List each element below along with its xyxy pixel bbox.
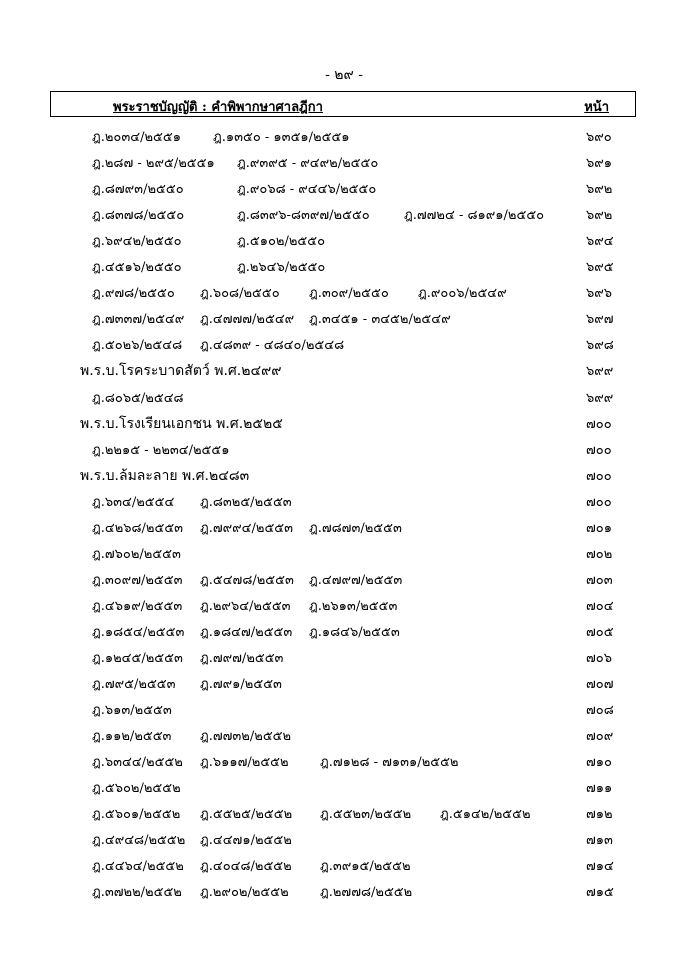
page-ref: ๖๙๒ xyxy=(586,208,613,224)
case-reference: ฎ.๔๘๓๙ - ๔๘๔๐/๒๕๔๘ xyxy=(200,338,345,354)
case-reference: ฎ.๓๔๕๑ - ๓๔๕๒/๒๕๔๙ xyxy=(309,312,451,328)
case-reference: ฎ.๕๖๐๑/๒๕๕๒ xyxy=(92,807,181,823)
page-ref: ๖๙๑ xyxy=(586,156,613,172)
reference-row xyxy=(0,435,688,461)
case-reference: ฎ.๓๐๙/๒๕๕๐ xyxy=(309,286,389,302)
page-ref: ๗๐๐ xyxy=(586,494,612,510)
page-ref: ๗๐๘ xyxy=(586,703,614,719)
reference-row xyxy=(0,122,688,148)
case-reference: ฎ.๑๘๕๔/๒๕๕๓ xyxy=(92,624,185,640)
case-reference: ฎ.๕๐๒๖/๒๕๔๘ xyxy=(92,338,183,354)
page-ref: ๖๙๐ xyxy=(586,130,612,145)
case-reference: ฎ.๑๑๒/๒๕๕๓ xyxy=(92,729,172,745)
page-ref: ๖๙๖ xyxy=(586,286,613,302)
case-reference: ฎ.๘๓๗๘/๒๕๕๐ xyxy=(92,208,185,224)
reference-row xyxy=(0,226,688,252)
page-ref: ๗๑๓ xyxy=(586,833,613,849)
case-reference: ฎ.๘๗๙๓/๒๕๕๐ xyxy=(92,182,184,198)
page-ref: ๖๙๙ xyxy=(586,390,614,406)
case-reference: ฎ.๗๙๙๔/๒๕๕๓ xyxy=(200,520,294,536)
case-reference: ฎ.๒๖๑๓/๒๕๕๓ xyxy=(309,598,398,614)
page-ref: ๖๙๙ xyxy=(586,364,614,380)
reference-row xyxy=(0,304,688,330)
case-reference: ฎ.๒๘๗ - ๒๙๕/๒๕๕๑ xyxy=(92,156,215,172)
page-ref: ๖๙๕ xyxy=(586,260,614,276)
case-reference: ฎ.๑๘๔๖/๒๕๕๓ xyxy=(309,624,400,640)
reference-row xyxy=(0,539,688,565)
reference-row xyxy=(0,617,688,643)
page-ref: ๗๑๒ xyxy=(586,807,613,823)
act-title: พ.ร.บ.โรคระบาดสัตว์ พ.ศ.๒๔๙๙ xyxy=(80,363,282,380)
case-reference: ฎ.๔๗๙๗/๒๕๕๓ xyxy=(309,572,403,588)
case-reference: ฎ.๔๗๗๗/๒๕๔๙ xyxy=(200,312,295,328)
case-reference: ฎ.๙๐๖๘ - ๙๔๔๖/๒๕๕๐ xyxy=(237,182,377,198)
reference-row xyxy=(0,148,688,174)
case-reference: ฎ.๓๙๑๕/๒๕๕๒ xyxy=(320,859,411,875)
reference-row xyxy=(0,721,688,747)
case-reference: ฎ.๘๓๒๕/๒๕๕๓ xyxy=(200,494,292,510)
reference-row xyxy=(0,513,688,539)
page-ref: ๖๙๒ xyxy=(586,182,613,198)
reference-row xyxy=(0,825,688,851)
reference-row xyxy=(0,851,688,877)
page-number: - ๒๙ - xyxy=(325,67,363,83)
act-heading-row xyxy=(0,461,688,487)
case-reference: ฎ.๓๐๙๗/๒๕๕๓ xyxy=(92,572,183,588)
page-ref: ๗๐๔ xyxy=(586,598,614,614)
page-ref: ๗๑๕ xyxy=(586,885,614,901)
reference-row xyxy=(0,643,688,669)
case-reference: ฎ.๕๑๐๒/๒๕๕๐ xyxy=(237,234,326,250)
reference-row xyxy=(0,383,688,409)
case-reference: ฎ.๖๐๘/๒๕๕๐ xyxy=(200,286,280,302)
case-reference: ฎ.๙๓๙๕ - ๙๔๙๒/๒๕๕๐ xyxy=(237,156,379,172)
page-ref: ๖๙๘ xyxy=(586,338,614,354)
page-ref: ๗๐๖ xyxy=(586,651,612,666)
reference-row xyxy=(0,487,688,513)
case-reference: ฎ.๕๑๔๒/๒๕๕๒ xyxy=(440,807,531,823)
reference-row xyxy=(0,773,688,799)
case-reference: ฎ.๕๕๒๕/๒๕๕๒ xyxy=(200,807,293,823)
act-heading-row xyxy=(0,409,688,435)
case-reference: ฎ.๗๙๗/๒๕๕๓ xyxy=(200,651,284,666)
case-reference: ฎ.๒๐๓๔/๒๕๕๑ xyxy=(92,130,181,145)
reference-row xyxy=(0,747,688,773)
case-reference: ฎ.๖๙๔๒/๒๕๕๐ xyxy=(92,234,182,250)
reference-row xyxy=(0,799,688,825)
page-ref: ๗๐๓ xyxy=(586,572,613,588)
reference-row xyxy=(0,330,688,356)
case-reference: ฎ.๗๗๓๒/๒๕๕๒ xyxy=(200,729,292,745)
page-ref: ๗๐๕ xyxy=(586,624,614,640)
reference-row xyxy=(0,669,688,695)
page-ref: ๗๐๙ xyxy=(586,729,614,745)
case-reference: ฎ.๔๔๗๑/๒๕๕๒ xyxy=(200,833,292,849)
page-ref: ๗๐๗ xyxy=(586,677,614,693)
case-reference: ฎ.๑๓๕๐ - ๑๓๕๑/๒๕๕๑ xyxy=(213,130,350,145)
act-title: พ.ร.บ.โรงเรียนเอกชน พ.ศ.๒๕๒๕ xyxy=(80,415,283,432)
case-reference: ฎ.๕๖๐๒/๒๕๕๒ xyxy=(92,781,181,797)
header-page-column: หน้า xyxy=(584,100,609,115)
page-ref: ๗๐๑ xyxy=(586,520,612,536)
page-ref: ๖๙๔ xyxy=(586,234,614,250)
case-reference: ฎ.๗๓๓๗/๒๕๔๙ xyxy=(92,312,185,328)
page-ref: ๗๐๐ xyxy=(586,416,612,432)
case-reference: ฎ.๓๗๒๒/๒๕๕๒ xyxy=(92,885,182,901)
table-header xyxy=(50,91,636,117)
act-heading-row xyxy=(0,356,688,382)
case-reference: ฎ.๗๙๑/๒๕๕๓ xyxy=(200,677,282,693)
case-reference: ฎ.๖๓๔/๒๕๕๔ xyxy=(92,494,175,510)
case-reference: ฎ.๒๖๔๖/๒๕๕๐ xyxy=(237,260,326,276)
page-ref: ๗๐๐ xyxy=(586,468,612,484)
case-reference: ฎ.๔๙๔๘/๒๕๕๒ xyxy=(92,833,186,849)
case-reference: ฎ.๖๓๔๔/๒๕๕๒ xyxy=(92,755,183,771)
page-ref: ๖๙๗ xyxy=(586,312,614,328)
case-reference: ฎ.๔๕๑๖/๒๕๕๐ xyxy=(92,260,182,276)
case-reference: ฎ.๕๔๗๘/๒๕๕๓ xyxy=(200,572,294,588)
case-reference: ฎ.๔๖๑๙/๒๕๕๓ xyxy=(92,598,183,614)
case-reference: ฎ.๑๘๔๗/๒๕๕๓ xyxy=(200,624,293,640)
reference-row xyxy=(0,695,688,721)
page-ref: ๗๐๐ xyxy=(586,442,612,458)
case-reference: ฎ.๔๔๖๔/๒๕๕๒ xyxy=(92,859,184,875)
case-reference: ฎ.๔๒๖๘/๒๕๕๓ xyxy=(92,520,184,536)
case-reference: ฎ.๒๙๐๒/๒๕๕๒ xyxy=(200,885,289,901)
case-reference: ฎ.๒๗๗๘/๒๕๕๒ xyxy=(320,885,413,901)
reference-row xyxy=(0,174,688,200)
reference-row xyxy=(0,591,688,617)
reference-row xyxy=(0,278,688,304)
case-reference: ฎ.๖๑๑๗/๒๕๕๒ xyxy=(200,755,289,771)
page-ref: ๗๑๑ xyxy=(586,781,613,797)
reference-row xyxy=(0,565,688,591)
case-reference: ฎ.๙๐๐๖/๒๕๔๙ xyxy=(418,286,507,302)
case-reference: ฎ.๕๕๒๓/๒๕๕๒ xyxy=(320,807,412,823)
page-ref: ๗๑๔ xyxy=(586,859,614,875)
case-reference: ฎ.๗๖๐๒/๒๕๕๓ xyxy=(92,546,181,562)
case-reference: ฎ.๗๑๒๘ - ๗๑๓๑/๒๕๕๒ xyxy=(320,755,459,771)
case-reference: ฎ.๒๙๖๔/๒๕๕๓ xyxy=(200,598,291,614)
case-reference: ฎ.๔๐๔๘/๒๕๕๒ xyxy=(200,859,292,875)
reference-row xyxy=(0,877,688,903)
header-title: พระราชบัญญัติ : คำพิพากษาศาลฎีกา xyxy=(113,100,323,115)
reference-row xyxy=(0,200,688,226)
case-reference: ฎ.๗๙๕/๒๕๕๓ xyxy=(92,677,176,693)
reference-row xyxy=(0,252,688,278)
case-reference: ฎ.๑๒๔๕/๒๕๕๓ xyxy=(92,651,183,666)
page-ref: ๗๑๐ xyxy=(586,755,612,771)
case-reference: ฎ.๘๓๙๖-๘๓๙๗/๒๕๕๐ xyxy=(237,208,370,224)
case-reference: ฎ.๙๗๘/๒๕๕๐ xyxy=(92,286,175,302)
case-reference: ฎ.๖๑๓/๒๕๕๓ xyxy=(92,703,172,719)
page-ref: ๗๐๒ xyxy=(586,546,613,562)
act-title: พ.ร.บ.ล้มละลาย พ.ศ.๒๔๘๓ xyxy=(80,467,250,484)
case-reference: ฎ.๘๐๖๕/๒๕๔๘ xyxy=(92,390,184,406)
case-reference: ฎ.๒๒๑๕ - ๒๒๓๔/๒๕๕๑ xyxy=(92,442,230,458)
case-reference: ฎ.๗๗๒๔ - ๘๑๙๑/๒๕๕๐ xyxy=(404,208,545,224)
case-reference: ฎ.๗๘๗๓/๒๕๕๓ xyxy=(309,520,402,536)
